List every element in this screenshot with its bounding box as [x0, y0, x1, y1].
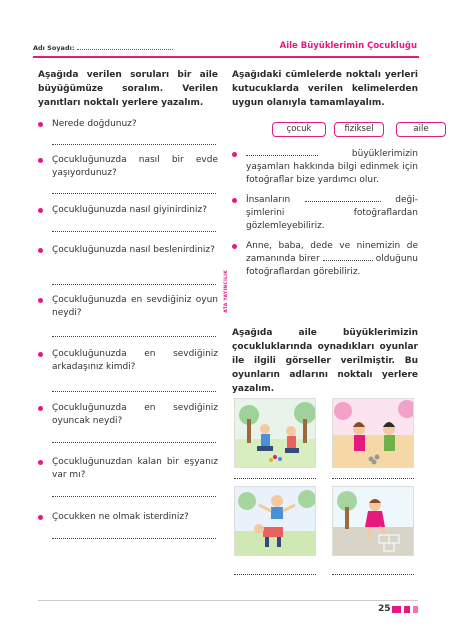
game-image-4	[332, 486, 414, 556]
question-text: Çocukluğunuzda en sevdiğiniz oyuncak neydi?	[52, 403, 218, 426]
answer-line-3[interactable]	[52, 231, 216, 232]
blank-2[interactable]	[305, 194, 381, 202]
bullet-icon	[38, 298, 43, 303]
girl-playing-hopscotch-illustration	[333, 487, 414, 556]
question-5	[38, 294, 218, 320]
answer-line-6[interactable]	[52, 391, 216, 392]
footer-square-icon	[392, 606, 401, 613]
publisher-text: ATA YAYINCILIK	[224, 270, 229, 313]
answer-line-9[interactable]	[52, 538, 216, 539]
question-3	[38, 204, 218, 217]
bullet-icon	[38, 515, 43, 520]
question-8	[38, 456, 218, 482]
sentence-3-a: Anne, baba, dede ve ninemizin de zamanında birer	[246, 241, 418, 264]
answer-line-8[interactable]	[52, 496, 216, 497]
question-text: Çocukken ne olmak isterdiniz?	[52, 512, 189, 522]
page-title: Aile Büyüklerimin Çocukluğu	[279, 41, 417, 51]
page-header	[0, 0, 457, 60]
question-7	[38, 402, 218, 428]
publisher-mark	[224, 270, 232, 350]
bullet-icon	[38, 208, 43, 213]
answer-line-5[interactable]	[52, 336, 216, 337]
game-image-1	[234, 398, 316, 468]
sentence-2-start: İnsanların	[246, 195, 291, 205]
bullet-icon	[38, 406, 43, 411]
children-playing-leapfrog-illustration	[235, 487, 316, 556]
right-column	[232, 68, 429, 588]
bullet-icon	[232, 244, 237, 249]
blank-1[interactable]	[246, 148, 318, 156]
sentence-3-b: olduğunu fotoğraflardan görebiliriz.	[246, 254, 418, 277]
answer-line-2[interactable]	[52, 193, 216, 194]
left-column	[38, 68, 218, 548]
footer-square-icon	[413, 606, 418, 613]
chip-cocuk: çocuk	[272, 122, 326, 137]
question-text: Nerede doğdunuz?	[52, 119, 137, 129]
question-text: Çocukluğunuzda en sevdiğiniz oyun neydi?	[52, 295, 218, 318]
left-instructions: Aşağıda verilen soruları bir aile büyüğümüze soralım. Verilen yanıtları noktalı yerlere yazalım.	[38, 70, 218, 108]
sentence-3	[232, 240, 418, 279]
answer-line-1[interactable]	[52, 144, 216, 145]
name-label: Adı Soyadı:	[33, 44, 75, 52]
chip-fiziksel: fiziksel	[334, 122, 384, 137]
question-text: Çocukluğunuzdan kalan bir eşyanız var mı?	[52, 457, 218, 480]
question-6	[38, 348, 218, 374]
right-instructions: Aşağıdaki cümlelerde noktalı yerleri kutucuklarda verilen kelimelerden uygun olanıyla tamamlayalım.	[232, 70, 418, 108]
question-9	[38, 511, 218, 524]
question-2	[38, 154, 218, 180]
bullet-icon	[38, 248, 43, 253]
sentence-2-rest: şimlerini fotoğraflardan gözlemleyebiliriz.	[246, 208, 418, 231]
children-playing-jacks-illustration	[333, 399, 414, 468]
game-image-2	[332, 398, 414, 468]
bullet-icon	[38, 122, 43, 127]
answer-line-4[interactable]	[52, 284, 216, 285]
game-answer-line-1[interactable]	[234, 478, 316, 479]
answer-line-7[interactable]	[52, 442, 216, 443]
footer-square-icon	[404, 606, 410, 613]
footer-divider	[38, 600, 418, 601]
children-playing-marbles-illustration	[235, 399, 316, 468]
question-4	[38, 244, 218, 257]
sentence-1	[232, 148, 418, 187]
bullet-icon	[38, 158, 43, 163]
question-text: Çocukluğunuzda en sevdiğiniz arkadaşınız kimdi?	[52, 349, 218, 372]
page-number: 25	[378, 604, 391, 614]
game-image-3	[234, 486, 316, 556]
name-field	[33, 44, 173, 52]
word-bank	[272, 122, 442, 140]
question-1	[38, 118, 218, 131]
sentence-2	[232, 194, 418, 233]
game-answer-line-4[interactable]	[332, 574, 414, 575]
bullet-icon	[38, 460, 43, 465]
header-divider	[33, 56, 419, 58]
game-answer-line-3[interactable]	[234, 574, 316, 575]
question-text: Çocukluğunuzda nasıl beslenirdiniz?	[52, 245, 215, 255]
question-text: Çocukluğunuzda nasıl giyinirdiniz?	[52, 205, 207, 215]
game-answer-line-2[interactable]	[332, 478, 414, 479]
sentence-2-end: deği-	[395, 195, 418, 205]
bullet-icon	[232, 198, 237, 203]
bullet-icon	[38, 352, 43, 357]
bullet-icon	[232, 152, 237, 157]
games-instructions: Aşağıda aile büyüklerimizin çocukluklarında oynadıkları oyunlar ile ilgili görseller verilmiştir. Bu oyunların adlarını noktalı yerlere yazalım.	[232, 328, 418, 394]
question-text: Çocukluğunuzda nasıl bir evde yaşıyordunuz?	[52, 155, 218, 178]
sentence-1-text: büyüklerimizin yaşamları hakkında bilgi edinmek için fotoğraflar bize yardımcı olur.	[246, 149, 418, 185]
chip-aile: aile	[396, 122, 446, 137]
blank-3[interactable]	[323, 253, 373, 261]
name-answer-line[interactable]	[77, 49, 173, 50]
